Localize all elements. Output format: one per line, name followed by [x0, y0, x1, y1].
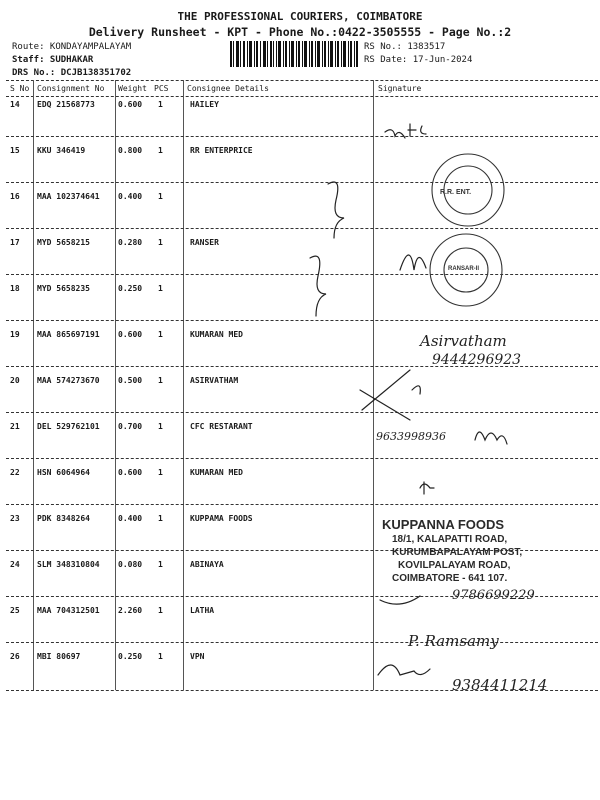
row-consignment: HSN 6064964	[37, 468, 90, 477]
row-sno: 21	[10, 422, 20, 431]
row-sno: 23	[10, 514, 20, 523]
handwritten-phone: 9384411214	[452, 676, 548, 694]
signature-scribbles	[300, 120, 600, 700]
row-pcs: 1	[158, 192, 163, 201]
row-consignment: EDQ 21568773	[37, 100, 95, 109]
drs-label: DRS No.: DCJB138351702	[12, 68, 132, 78]
row-consignment: PDK 8348264	[37, 514, 90, 523]
row-pcs: 1	[158, 422, 163, 431]
row-consignment: MAA 704312501	[37, 606, 100, 615]
row-sno: 16	[10, 192, 20, 201]
row-sno: 17	[10, 238, 20, 247]
row-consignee: ABINAYA	[190, 560, 224, 569]
row-sno: 22	[10, 468, 20, 477]
stamp-kuppanna-line: 18/1, KALAPATTI ROAD,	[392, 534, 508, 545]
handwritten-name: P. Ramsamy	[408, 632, 499, 650]
rs-date: RS Date: 17-Jun-2024	[364, 55, 473, 65]
row-weight: 0.400	[118, 514, 143, 523]
table-header-rule	[6, 96, 598, 97]
svg-text:R.R. ENT.: R.R. ENT.	[440, 189, 472, 196]
row-pcs: 1	[158, 376, 163, 385]
row-consignment: KKU 346419	[37, 146, 86, 155]
stamp-kuppanna-name: KUPPANNA FOODS	[382, 517, 505, 532]
row-consignee: KUPPAMA FOODS	[190, 514, 253, 523]
table-top-rule	[6, 80, 598, 81]
row-pcs: 1	[158, 514, 163, 523]
row-sno: 19	[10, 330, 20, 339]
row-consignee: RANSER	[190, 238, 219, 247]
col-header-consignment: Consignment No	[37, 84, 105, 93]
row-consignment: MBI 80697	[37, 652, 81, 661]
company-title: THE PROFESSIONAL COURIERS, COIMBATORE	[177, 10, 423, 23]
row-weight: 0.600	[118, 330, 143, 339]
row-pcs: 1	[158, 238, 163, 247]
row-sno: 25	[10, 606, 20, 615]
row-consignee: HAILEY	[190, 100, 219, 109]
row-sno: 14	[10, 100, 20, 109]
row-pcs: 1	[158, 330, 163, 339]
barcode	[230, 41, 358, 67]
row-weight: 0.800	[118, 146, 143, 155]
row-sno: 24	[10, 560, 20, 569]
row-pcs: 1	[158, 100, 163, 109]
stamp-kuppanna-line: KURUMBAPALAYAM POST,	[392, 547, 523, 558]
row-consignment: MAA 865697191	[37, 330, 100, 339]
row-pcs: 1	[158, 560, 163, 569]
route-label: Route: KONDAYAMPALAYAM	[12, 42, 132, 52]
handwritten-phone: 9786699229	[452, 588, 535, 603]
row-consignment: MAA 102374641	[37, 192, 100, 201]
row-weight: 0.600	[118, 468, 143, 477]
handwritten-phone: 9444296923	[432, 352, 522, 368]
row-sno: 15	[10, 146, 20, 155]
row-weight: 0.400	[118, 192, 143, 201]
row-pcs: 1	[158, 284, 163, 293]
row-consignee: KUMARAN MED	[190, 468, 243, 477]
row-weight: 2.260	[118, 606, 143, 615]
row-weight: 0.080	[118, 560, 143, 569]
row-consignee: CFC RESTARANT	[190, 422, 253, 431]
col-header-pcs: PCS	[154, 84, 169, 93]
row-consignee: KUMARAN MED	[190, 330, 243, 339]
runsheet-subtitle: Delivery Runsheet - KPT - Phone No.:0422-3505555 - Page No.:2	[88, 25, 512, 39]
col-header-consignee: Consignee Details	[187, 84, 269, 93]
row-weight: 0.500	[118, 376, 143, 385]
handwritten-phone: 9633998936	[376, 430, 446, 443]
row-pcs: 1	[158, 652, 163, 661]
row-pcs: 1	[158, 606, 163, 615]
col-header-weight: Weight	[118, 84, 147, 93]
col-header-sno: S No	[10, 84, 30, 93]
row-weight: 0.600	[118, 100, 143, 109]
row-weight: 0.700	[118, 422, 143, 431]
row-consignee: LATHA	[190, 606, 215, 615]
row-weight: 0.250	[118, 284, 143, 293]
row-sno: 20	[10, 376, 20, 385]
handwritten-name: Asirvatham	[420, 332, 507, 350]
row-consignment: MYD 5658215	[37, 238, 90, 247]
rs-number: RS No.: 1383517	[364, 42, 446, 52]
row-consignee: RR ENTERPRICE	[190, 146, 253, 155]
stamp-kuppanna-line: KOVILPALAYAM ROAD,	[398, 560, 511, 571]
row-pcs: 1	[158, 468, 163, 477]
row-consignment: MYD 5658235	[37, 284, 90, 293]
row-sno: 18	[10, 284, 20, 293]
row-consignment: DEL 529762101	[37, 422, 100, 431]
col-header-signature: Signature	[378, 84, 422, 93]
row-consignment: SLM 348310804	[37, 560, 100, 569]
staff-label: Staff: SUDHAKAR	[12, 55, 94, 65]
svg-text:RANSAR-II: RANSAR-II	[448, 266, 479, 272]
row-consignee: ASIRVATHAM	[190, 376, 239, 385]
row-consignment: MAA 574273670	[37, 376, 100, 385]
row-pcs: 1	[158, 146, 163, 155]
row-sno: 26	[10, 652, 20, 661]
row-weight: 0.280	[118, 238, 143, 247]
row-weight: 0.250	[118, 652, 143, 661]
row-consignee: VPN	[190, 652, 205, 661]
stamp-kuppanna-line: COIMBATORE - 641 107.	[392, 573, 508, 584]
